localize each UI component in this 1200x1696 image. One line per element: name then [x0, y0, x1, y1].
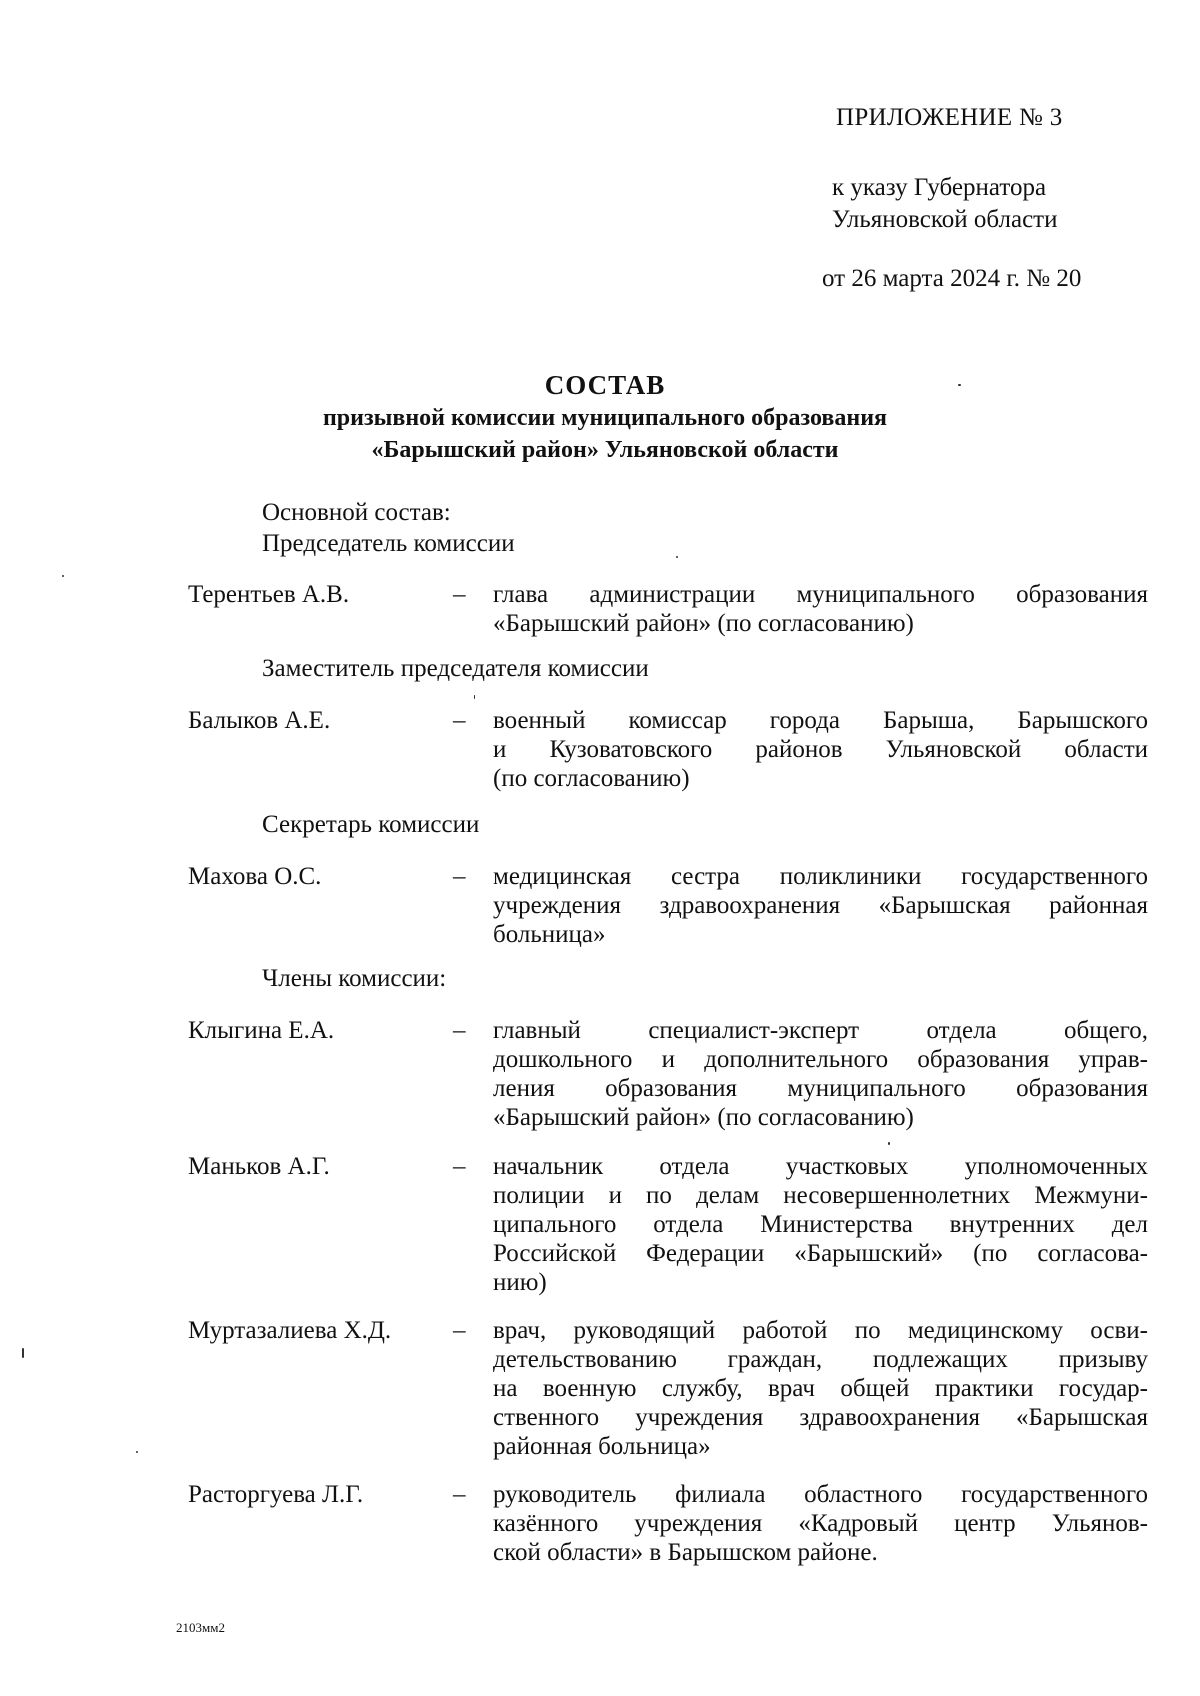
member-dash: – [453, 863, 466, 890]
position-line: руководитель филиала областного государственного [493, 1481, 1148, 1508]
position-line: ской области» в Барышском районе. [493, 1539, 878, 1566]
section-deputy: Заместитель председателя комиссии [262, 655, 649, 682]
member-dash: – [453, 1317, 466, 1344]
position-line: нию) [493, 1269, 547, 1296]
member-dash: – [453, 1153, 466, 1180]
scan-speck [22, 1348, 24, 1358]
scan-speck [62, 575, 64, 577]
decree-reference [832, 172, 1057, 236]
position-line: на военную службу, врач общей практики государ- [493, 1375, 1148, 1402]
member-position [493, 1480, 1148, 1567]
member-name: Муртазалиева Х.Д. [188, 1317, 392, 1344]
section-chairman: Председатель комиссии [262, 530, 515, 557]
document-title [180, 368, 1030, 466]
member-position [493, 1016, 1148, 1132]
member-dash: – [453, 1481, 466, 1508]
scan-speck [676, 556, 678, 558]
position-line: казённого учреждения «Кадровый центр Ульянов- [493, 1510, 1148, 1537]
member-dash: – [453, 581, 466, 608]
position-line: ственного учреждения здравоохранения «Барышская [493, 1404, 1148, 1431]
position-line: дошкольного и дополнительного образования управ- [493, 1046, 1148, 1073]
position-line: ципального отдела Министерства внутренних дел [493, 1211, 1148, 1238]
scan-speck [474, 695, 475, 699]
position-line: медицинская сестра поликлиники государственного [493, 863, 1148, 890]
member-dash: – [453, 1017, 466, 1044]
decree-date: от 26 марта 2024 г. № 20 [822, 265, 1082, 292]
member-position [493, 1152, 1148, 1297]
appendix-number: ПРИЛОЖЕНИЕ № 3 [836, 104, 1063, 131]
scan-speck [958, 384, 961, 386]
scan-speck [888, 1142, 890, 1145]
position-line: больница» [493, 921, 606, 948]
position-line: учреждения здравоохранения «Барышская районная [493, 892, 1148, 919]
title-line-2: призывной комиссии муниципального образования [322, 405, 888, 431]
position-line: начальник отдела участковых уполномоченных [493, 1153, 1148, 1180]
member-position [493, 1316, 1148, 1461]
member-name: Балыков А.Е. [188, 707, 331, 734]
member-name: Маньков А.Г. [188, 1153, 330, 1180]
member-name: Терентьев А.В. [188, 581, 350, 608]
position-line: районная больница» [493, 1433, 711, 1460]
position-line: Российской Федерации «Барышский» (по согласова- [493, 1240, 1148, 1267]
decree-line-1: к указу Губернатора [832, 174, 1047, 201]
member-name: Расторгуева Л.Г. [188, 1481, 364, 1508]
member-name: Махова О.С. [188, 863, 322, 890]
member-position [493, 706, 1148, 793]
decree-line-2: Ульяновской области [832, 206, 1058, 233]
position-line: детельствованию граждан, подлежащих призыву [493, 1346, 1148, 1373]
member-position [493, 862, 1148, 949]
position-line: «Барышский район» (по согласованию) [493, 1104, 914, 1131]
position-line: полиции и по делам несовершеннолетних Межмуни- [493, 1182, 1148, 1209]
position-line: военный комиссар города Барыша, Барышского [493, 707, 1148, 734]
section-main-composition: Основной состав: [262, 499, 451, 526]
scan-speck [136, 1451, 138, 1453]
position-line: ления образования муниципального образования [493, 1075, 1148, 1102]
position-line: врач, руководящий работой по медицинскому осви- [493, 1317, 1148, 1344]
position-line: «Барышский район» (по согласованию) [493, 610, 914, 637]
title-main: СОСТАВ [544, 370, 666, 400]
member-dash: – [453, 707, 466, 734]
section-secretary: Секретарь комиссии [262, 811, 480, 838]
position-line: глава администрации муниципального образования [493, 581, 1148, 608]
member-position [493, 580, 1148, 638]
document-code: 2103мм2 [176, 1620, 225, 1635]
title-line-3: «Барышский район» Ульяновской области [371, 437, 839, 463]
position-line: и Кузоватовского районов Ульяновской области [493, 736, 1148, 763]
position-line: главный специалист-эксперт отдела общего, [493, 1017, 1148, 1044]
member-name: Клыгина Е.А. [188, 1017, 335, 1044]
position-line: (по согласованию) [493, 765, 690, 792]
section-members: Члены комиссии: [262, 965, 447, 992]
